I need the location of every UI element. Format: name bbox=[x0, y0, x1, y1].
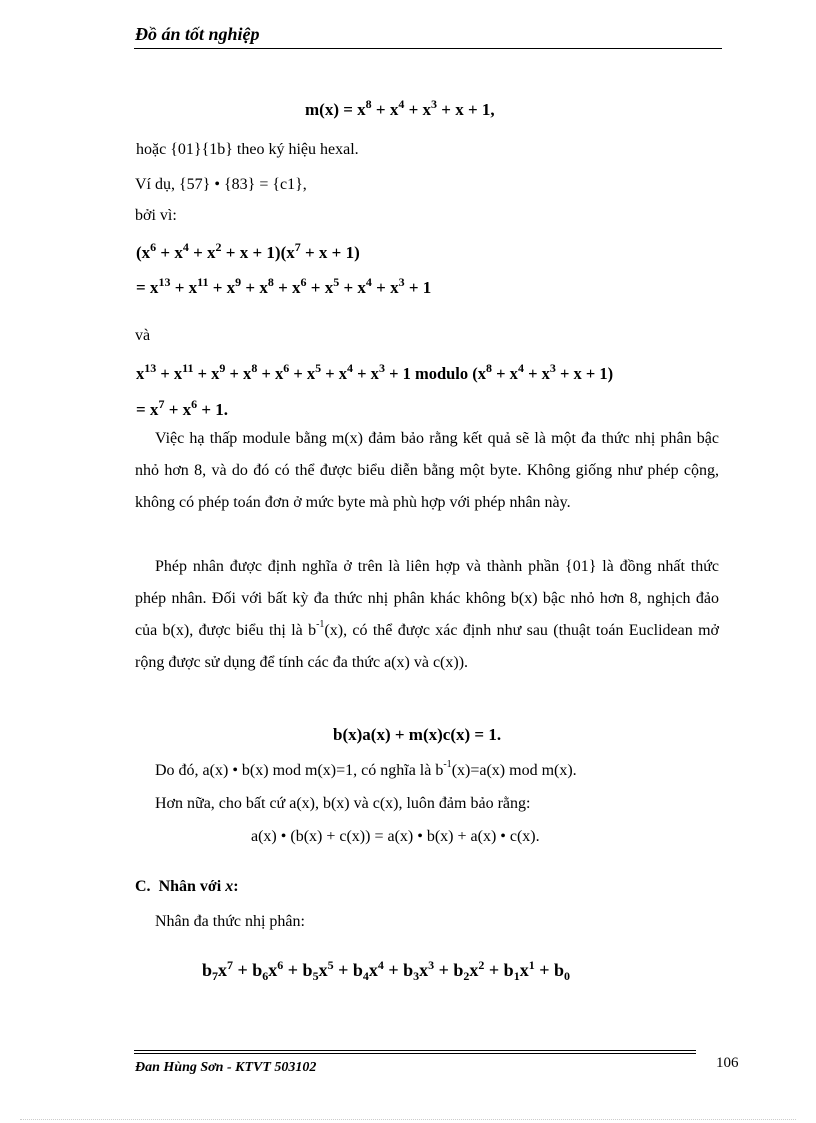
section-heading-c: C. Nhân với x: bbox=[135, 878, 239, 895]
equation-product-1: $(x^6 + x^4 + x^2 + x + 1)(x^7 + x + 1)$ bbox=[136, 240, 360, 262]
equation-modulo-1: $x^{13} + x^{11} + x^9 + x^8 + x^6 + x^5 + x^4 + x^3 + 1$ modulo $(x^8 + x^4 + x^3 + x + 1)$ bbox=[136, 361, 614, 383]
text-furthermore: Hơn nữa, cho bất cứ a(x), b(x) và c(x), luôn đảm bảo rằng: bbox=[155, 795, 531, 812]
header-divider bbox=[134, 48, 722, 49]
equation-bezout: b(x)a(x) + m(x)c(x) = 1. bbox=[333, 725, 502, 744]
equation-binary-polynomial: $b_7x^7 + b_6x^6 + b_5x^5 + b_4x^4 + b_3x^3 + b_2x^2 + b_1x^1 + b_0$ bbox=[202, 958, 570, 983]
text-multiply-polynomial: Nhân đa thức nhị phân: bbox=[155, 913, 305, 930]
page-number: 106 bbox=[716, 1055, 739, 1071]
text-therefore: Do đó, a(x) • b(x) mod m(x)=1, có nghĩa là $b^{-1}(x)=a(x)$ mod m(x). bbox=[155, 759, 577, 779]
page-bottom-border bbox=[20, 1119, 796, 1120]
header-title: Đồ án tốt nghiệp bbox=[135, 24, 260, 44]
footer-divider-2 bbox=[134, 1053, 696, 1054]
paragraph-module: Việc hạ thấp module bằng m(x) đảm bảo rằng kết quả sẽ là một đa thức nhị phân bậc nhỏ hơn 8, và do đó có thể được biểu diễn bằng một byte. Không giống như phép cộng, không có phép toán đơn ở mức byte mà phù hợp với phép nhân này. bbox=[135, 430, 719, 511]
equation-mx: $m(x) = x^8 + x^4 + x^3 + x + 1$, bbox=[305, 97, 495, 119]
text-because: bởi vì: bbox=[135, 207, 177, 224]
footer-divider bbox=[134, 1050, 696, 1051]
footer-author: Đan Hùng Sơn - KTVT 503102 bbox=[135, 1060, 317, 1075]
text-and: và bbox=[135, 327, 151, 344]
text-example: Ví dụ, {57} • {83} = {c1}, bbox=[135, 176, 307, 193]
paragraph-inverse: Phép nhân được định nghĩa ở trên là liên hợp và thành phần {01} là đồng nhất thức phép nhân. Đối với bất kỳ đa thức nhị phân khác không b(x) bậc nhỏ hơn 8, nghịch đảo của b(x), được biểu thị là $b^{-1}(x)$, có thể được xác định như sau (thuật toán Euclidean mở rộng được sử dụng để tính các đa thức a(x) và c(x)). bbox=[135, 558, 720, 671]
equation-modulo-2: = $x^7 + x^6 + 1$. bbox=[136, 397, 229, 419]
text-hexal: hoặc {01}{1b} theo ký hiệu hexal. bbox=[136, 141, 359, 158]
text-distributive: a(x) • (b(x) + c(x)) = a(x) • b(x) + a(x) • c(x). bbox=[251, 828, 540, 845]
equation-product-2: = $x^{13} + x^{11} + x^9 + x^8 + x^6 + x^5 + x^4 + x^3 + 1$ bbox=[136, 275, 432, 297]
